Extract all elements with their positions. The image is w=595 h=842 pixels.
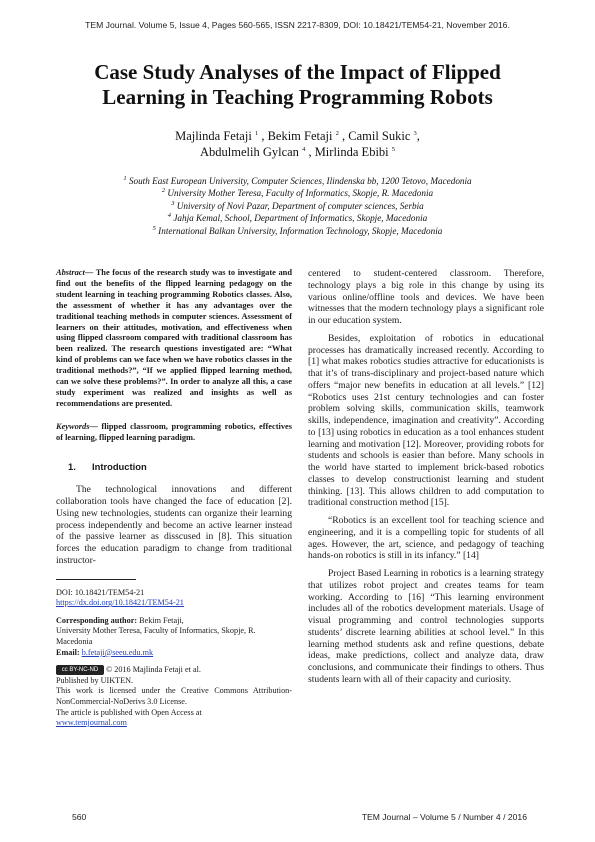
affiliation-mark: 5 [152,224,156,232]
author-4-affil-mark: 4 [302,145,306,153]
intro-paragraph: The technological innovations and different collaboration tools have changed the face of education [2]. Using new technologies, students can organize their learning process independently and become an active learner instead of the passive learner as disscused in [8]. This situation forces the education paradigm to change from traditional instructor- [56,484,292,566]
author-2: , Bekim Fetaji [261,129,333,143]
affiliation-mark: 3 [171,199,175,207]
right-paragraph-1: centered to student-centered classroom. Therefore, technology plays a big role in this change by using its various online/offline tools and devices. We have been witnesses that the modern technology plays a significant role in our education system. [308,268,544,326]
section-number: 1. [68,460,76,472]
author-5: , Mirlinda Ebibi [308,145,389,159]
journal-site-link[interactable]: www.temjournal.com [56,718,127,728]
abstract-text: — The focus of the research study was to investigate and find out the benefits of the flipped learning pedagogy on the student learning in teaching programming Robotics classes. Also, the assessment of whether it has any advantages over the traditional teaching methods in computer sciences. Assessment of learners on their attitudes, motivation, and effectiveness when using flipped classroom compared with traditional classroom has been realized. The research questions investigated are: “What kind of problems can we face when we have robotics classes in the traditional methods?”, “If we applied flipped learning method, can we solve these problems?”. In order to analyze all this, a case study experiment was realized and insights as well as recommendations are presented. [56,268,292,408]
corresponding-label: Corresponding author: [56,615,138,625]
email-link[interactable]: b.fetaji@seeu.edu.mk [81,647,154,657]
corresponding-author [56,616,292,627]
left-column [56,268,292,729]
author-1-affil-mark: 1 [254,129,259,137]
paper-title [40,60,555,110]
right-paragraph-2: Besides, exploitation of robotics in educational processes has dramatically increased recently. According to [1] what makes robotics studies attractive for educationists is that it’s of trans-disciplinary and project-based nature which offers “major new benefits in education at all levels.” [12] “Robotics uses 21st century technologies and can foster problem solving skills, communication skills, teamwork skills, independence, imagination and creativity”. According to [13] using robotics in education as a tool enhances student learning and motivation [12]. Moreover, providing robots for students and schools is easier than before. Many schools in the world have started to implement brick-based robotics classes to develop constructionist learning and student thinking. [13]. This allows children to add computation to traditional construction method [15]. [308,332,544,509]
email-line [56,648,292,659]
author-5-affil-mark: 5 [391,145,396,153]
affiliation-text: University of Novi Pazar, Department of computer sciences, Serbia [176,200,424,211]
affiliation-text: South East European University, Computer Sciences, Ilindenska bb, 1200 Tetovo, Macedonia [128,176,472,186]
license-line: This work is licensed under the Creative Commons Attribution-NonCommercial-NoDerivs 3.0 License. [56,686,292,706]
email-label: Email: [56,647,80,657]
affiliation-text: University Mother Teresa, Faculty of Informatics, Skopje, R. Macedonia [167,188,434,199]
footnotes [56,588,292,729]
title-line-1: Case Study Analyses of the Impact of Flipped [94,60,501,84]
affiliation-4 [40,212,555,224]
footer-journal-info: TEM Journal – Volume 5 / Number 4 / 2016 [361,812,527,822]
title-line-2: Learning in Teaching Programming Robots [102,85,493,109]
affiliation-mark: 4 [167,212,172,220]
author-3-affil-mark: 3 [413,129,417,137]
affiliation-mark: 2 [161,187,166,195]
publisher-line: Published by UIKTEN. [56,675,134,685]
affiliation-1 [40,175,555,187]
affiliation-text: Jahja Kemal, School, Department of Informatics, Skopje, Macedonia [173,213,428,224]
keywords [56,422,292,444]
open-access-line: The article is published with Open Access at [56,707,202,717]
author-4: Abdulmelih Gylcan [199,145,299,159]
right-paragraph-3: “Robotics is an excellent tool for teaching science and engineering, and it is a compelling topic for students of all ages. However, the art, science, and pedagogy of teaching hands-on robotics is still in its infancy.” [14] [308,515,544,562]
affiliation-list [40,175,555,237]
doi-text: DOI: 10.18421/TEM54-21 [56,587,145,597]
abstract-label: Abstract [56,268,85,277]
keywords-label: Keywords [56,421,90,431]
copyright-line [56,665,292,676]
affiliation-text: International Balkan University, Information Technology, Skopje, Macedonia [158,225,443,236]
right-paragraph-4: Project Based Learning in robotics is a learning strategy that utilizes robot project and creates teams for team working. According to [16] “This learning environment includes all of the robotics development materials. Usage of visual programming and control technologies supports students’ discrete learning abilities at school level.” In this learning method students ask and refine questions, debate ideas, make predictions, collect and analyze data, draw conclusions, and communicate their findings to others. Thus students learn with all of their capacity and curiosity. [308,568,544,685]
running-head: TEM Journal. Volume 5, Issue 4, Pages 560-565, ISSN 2217-8309, DOI: 10.18421/TEM54-21, November 2016. [85,20,510,30]
section-heading-introduction [56,461,292,473]
section-title: Introduction [92,460,147,472]
keywords-text: — flipped classroom, programming robotics, effectives of learning, flipped learning paradigm. [56,421,292,442]
cc-license-badge-icon[interactable]: cc BY-NC-ND [56,665,104,675]
abstract [56,268,292,410]
corresponding-affiliation: University Mother Teresa, Faculty of Informatics, Skopje, R. Macedonia [56,626,256,646]
author-1: Majlinda Fetaji [175,129,252,143]
author-list [60,128,535,160]
author-2-affil-mark: 2 [335,129,339,137]
doi-link[interactable]: https://dx.doi.org/10.18421/TEM54-21 [56,598,184,608]
author-3: , Camil Sukic [342,129,411,143]
copyright-text: © 2016 Majlinda Fetaji et al. [106,665,201,675]
right-column [308,268,544,692]
affiliation-5 [40,225,555,237]
author-line-1 [60,128,535,144]
corresponding-name: Bekim Fetaji, [137,615,184,625]
affiliation-3 [40,200,555,212]
author-line-2 [60,144,535,160]
footnote-divider [56,579,136,580]
author-3-tail: , [416,129,420,143]
page-number: 560 [72,812,87,822]
affiliation-mark: 1 [123,174,127,182]
affiliation-2 [40,187,555,199]
